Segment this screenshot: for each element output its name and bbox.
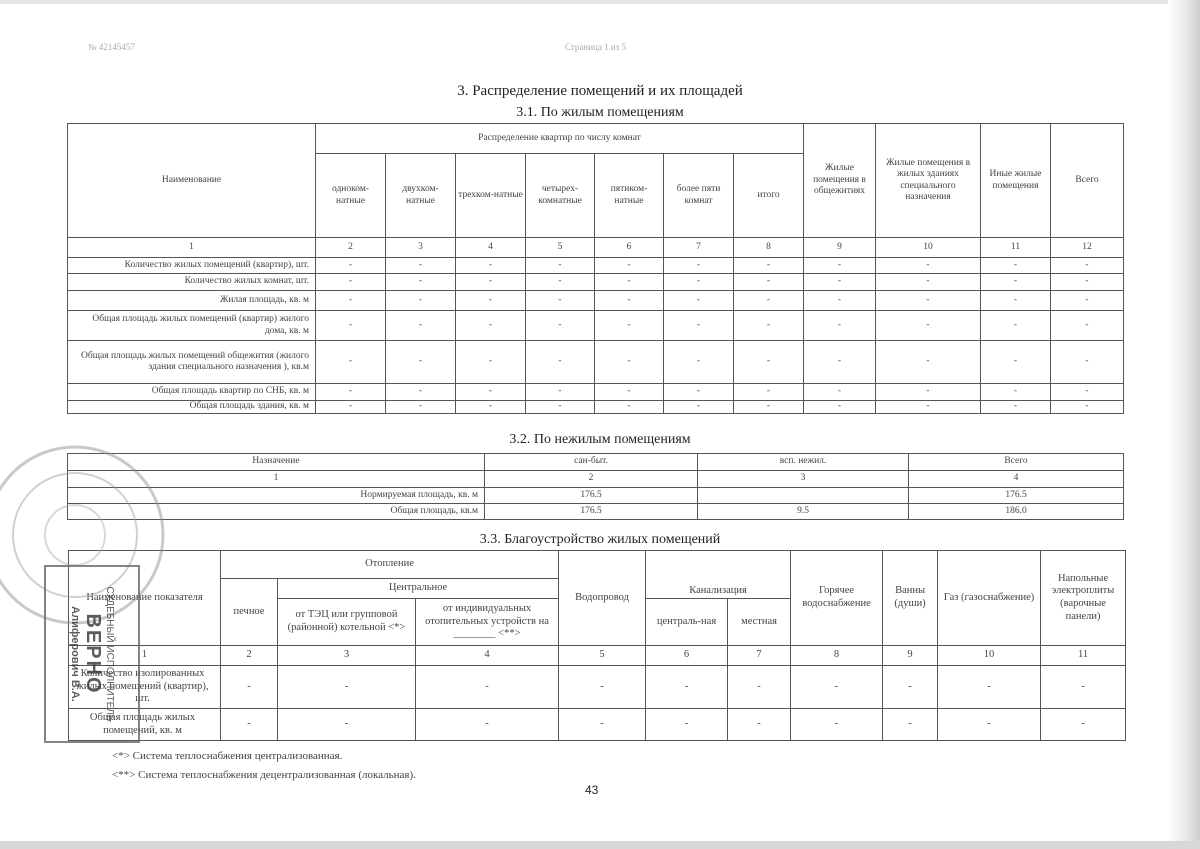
table-cell: - — [316, 274, 386, 291]
table-cell: - — [316, 341, 386, 384]
column-number: 12 — [1051, 238, 1124, 258]
column-number: 11 — [981, 238, 1051, 258]
table-cell: - — [646, 666, 728, 709]
column-number: 4 — [909, 471, 1124, 488]
row-name: Общая площадь жилых помещений, кв. м — [69, 709, 221, 741]
table-row — [68, 258, 1124, 274]
table-row — [68, 341, 1124, 384]
column-number: 2 — [485, 471, 698, 488]
table-row — [68, 488, 1124, 504]
table-cell: 176.5 — [909, 488, 1124, 504]
header-heating: Отопление — [221, 551, 559, 579]
row-name: Общая площадь жилых помещений (квартир) жилого дома, кв. м — [68, 311, 316, 341]
table-cell: - — [664, 311, 734, 341]
column-number: 4 — [416, 646, 559, 666]
table-cell: - — [791, 709, 883, 741]
table-cell: - — [664, 341, 734, 384]
table-cell: - — [791, 666, 883, 709]
table-row — [68, 504, 1124, 520]
table-cell: - — [938, 709, 1041, 741]
table-cell: - — [876, 384, 981, 401]
table-cell: - — [221, 666, 278, 709]
table-cell: - — [456, 291, 526, 311]
table-cell: - — [456, 341, 526, 384]
table-cell: - — [876, 291, 981, 311]
header-sewer-local: местная — [728, 599, 791, 646]
header-water: Водопровод — [559, 551, 646, 646]
table-cell: - — [316, 401, 386, 414]
table-cell: - — [1051, 311, 1124, 341]
column-number: 7 — [728, 646, 791, 666]
table-cell: - — [456, 401, 526, 414]
table-cell: - — [1051, 401, 1124, 414]
table-cell: - — [734, 401, 804, 414]
row-name: Жилая площадь, кв. м — [68, 291, 316, 311]
table-cell: - — [804, 401, 876, 414]
header-name: Наименование — [68, 124, 316, 238]
table-cell: - — [876, 341, 981, 384]
table-cell: - — [664, 274, 734, 291]
s31-title: 3.1. По жилым помещениям — [516, 105, 684, 120]
table-cell: - — [386, 258, 456, 274]
column-number: 2 — [316, 238, 386, 258]
row-name: Общая площадь здания, кв. м — [68, 401, 316, 414]
table-cell: - — [646, 709, 728, 741]
table-cell: - — [595, 258, 664, 274]
table-cell: - — [416, 709, 559, 741]
column-number: 1 — [68, 471, 485, 488]
number-row — [68, 471, 1124, 488]
table-cell: - — [595, 311, 664, 341]
scan-border-top — [0, 0, 1200, 4]
section-title: 3. Распределение помещений и их площадей — [457, 83, 743, 99]
header-rooms-4: четырех-комнатные — [526, 154, 595, 238]
column-number: 8 — [734, 238, 804, 258]
column-number: 6 — [595, 238, 664, 258]
table-cell: - — [734, 258, 804, 274]
header-rooms-1: одноком-натные — [316, 154, 386, 238]
table-cell: - — [728, 709, 791, 741]
scan-border-right — [1168, 0, 1200, 849]
table-cell: - — [386, 311, 456, 341]
table-cell: - — [278, 666, 416, 709]
table-row — [68, 384, 1124, 401]
table-cell: - — [456, 311, 526, 341]
table-row — [68, 311, 1124, 341]
table-row — [68, 401, 1124, 414]
column-number: 3 — [698, 471, 909, 488]
table-row — [68, 274, 1124, 291]
doc-number: № 42145457 — [88, 42, 135, 52]
header-dormitory: Жилые помещения в общежитиях — [804, 124, 876, 238]
page-label: Страница 1 из 5 — [565, 42, 626, 52]
table-cell: - — [278, 709, 416, 741]
column-number: 4 — [456, 238, 526, 258]
header-individual: от индивидуальных отопительных устройств на ________ <**> — [416, 599, 559, 646]
table-cell: - — [734, 384, 804, 401]
amenities-table — [68, 550, 1126, 741]
row-name: Нормируемая площадь, кв. м — [68, 488, 485, 504]
table-cell: - — [734, 274, 804, 291]
row-name: Общая площадь жилых помещений общежития (жилого здания специального назначения ), кв.м — [68, 341, 316, 384]
table-cell: - — [456, 384, 526, 401]
table-cell: - — [526, 384, 595, 401]
header-sewer-central: централь-ная — [646, 599, 728, 646]
table-cell: - — [876, 258, 981, 274]
table-cell: - — [664, 401, 734, 414]
column-header: Назначение — [68, 454, 485, 471]
table-cell: - — [804, 258, 876, 274]
number-row — [69, 646, 1126, 666]
row-name: Количество жилых помещений (квартир), шт. — [68, 258, 316, 274]
header-hotwater: Горячее водоснабжение — [791, 551, 883, 646]
header-rooms-3: трехком-натные — [456, 154, 526, 238]
table-cell: - — [526, 311, 595, 341]
s32-title: 3.2. По нежилым помещениям — [509, 432, 691, 447]
table-row — [68, 291, 1124, 311]
header-other: Иные жилые помещения — [981, 124, 1051, 238]
column-number: 3 — [278, 646, 416, 666]
column-header: всп. нежил. — [698, 454, 909, 471]
column-number: 10 — [938, 646, 1041, 666]
header-tec: от ТЭЦ или групповой (районной) котельной <*> — [278, 599, 416, 646]
column-number: 2 — [221, 646, 278, 666]
table-cell: - — [595, 401, 664, 414]
table-cell: - — [876, 274, 981, 291]
column-number: 1 — [69, 646, 221, 666]
column-number: 10 — [876, 238, 981, 258]
table-cell: - — [1051, 341, 1124, 384]
column-number: 7 — [664, 238, 734, 258]
table-cell: - — [526, 401, 595, 414]
table-cell: - — [804, 274, 876, 291]
nonresidential-table — [67, 453, 1124, 520]
s33-title: 3.3. Благоустройство жилых помещений — [479, 532, 721, 547]
header-stove: печное — [221, 579, 278, 646]
table-cell: 186.0 — [909, 504, 1124, 520]
header-electric-stoves: Напольные электроплиты (варочные панели) — [1041, 551, 1126, 646]
table-cell: - — [876, 401, 981, 414]
header-row — [68, 454, 1124, 471]
row-name: Общая площадь квартир по СНБ, кв. м — [68, 384, 316, 401]
table-cell: - — [595, 291, 664, 311]
stamp-word: ВЕРНО — [82, 613, 104, 695]
header-gas: Газ (газоснабжение) — [938, 551, 1041, 646]
table-cell: - — [981, 311, 1051, 341]
table-cell: - — [981, 341, 1051, 384]
table-cell: - — [734, 341, 804, 384]
table-cell: - — [804, 341, 876, 384]
table-cell: - — [981, 258, 1051, 274]
table-cell — [698, 488, 909, 504]
table-cell: - — [804, 384, 876, 401]
header-total: Всего — [1051, 124, 1124, 238]
table-cell: - — [386, 341, 456, 384]
header-rooms-2: двухком-натные — [386, 154, 456, 238]
table-cell: - — [1051, 291, 1124, 311]
table-cell: 9.5 — [698, 504, 909, 520]
header-indicator: Наименование показателя — [69, 551, 221, 646]
table-cell: - — [526, 258, 595, 274]
table-cell: - — [981, 401, 1051, 414]
table-cell: - — [595, 341, 664, 384]
page-number: 43 — [585, 783, 599, 797]
table-cell: - — [526, 341, 595, 384]
table-cell: - — [938, 666, 1041, 709]
table-cell: - — [416, 666, 559, 709]
table-cell: - — [595, 384, 664, 401]
column-number: 5 — [559, 646, 646, 666]
table-cell: - — [734, 291, 804, 311]
column-header: Всего — [909, 454, 1124, 471]
table-cell: - — [456, 258, 526, 274]
table-cell: - — [316, 258, 386, 274]
table-cell: - — [456, 274, 526, 291]
table-cell: - — [883, 709, 938, 741]
table-cell: - — [1051, 384, 1124, 401]
table-cell: - — [386, 384, 456, 401]
table-cell: - — [981, 384, 1051, 401]
header-rooms-7: итого — [734, 154, 804, 238]
table-cell: - — [804, 291, 876, 311]
table-cell: - — [316, 291, 386, 311]
stamp-name: Алиферович В.А. — [69, 606, 81, 702]
column-header: сан-быт. — [485, 454, 698, 471]
header-central: Центральное — [278, 579, 559, 599]
column-number: 8 — [791, 646, 883, 666]
header-sewer: Канализация — [646, 551, 791, 599]
table-cell: - — [526, 291, 595, 311]
table-cell: - — [595, 274, 664, 291]
table-cell: - — [883, 666, 938, 709]
table-cell: - — [386, 401, 456, 414]
column-number: 1 — [68, 238, 316, 258]
scan-border-bottom — [0, 841, 1200, 849]
column-number: 11 — [1041, 646, 1126, 666]
table-cell: - — [1041, 666, 1126, 709]
table-cell: - — [316, 384, 386, 401]
table-cell: - — [316, 311, 386, 341]
row-name: Общая площадь, кв.м — [68, 504, 485, 520]
table-cell: - — [981, 274, 1051, 291]
residential-table — [67, 123, 1124, 414]
table-cell: - — [386, 274, 456, 291]
row-name: Количество изолированных жилых помещений (квартир), шт. — [69, 666, 221, 709]
verified-stamp — [44, 565, 140, 743]
table-cell: - — [664, 258, 734, 274]
table-cell: - — [664, 384, 734, 401]
column-number: 3 — [386, 238, 456, 258]
table-cell: 176.5 — [485, 504, 698, 520]
table-cell: - — [526, 274, 595, 291]
header-rooms-5: пятиком-натные — [595, 154, 664, 238]
footnote-1: <*> Система теплоснабжения централизованная. — [112, 750, 343, 762]
column-number: 5 — [526, 238, 595, 258]
table-cell: - — [221, 709, 278, 741]
table-cell: 176.5 — [485, 488, 698, 504]
table-cell: - — [981, 291, 1051, 311]
table-cell: - — [559, 709, 646, 741]
table-cell: - — [804, 311, 876, 341]
column-number: 6 — [646, 646, 728, 666]
table-row — [69, 666, 1126, 709]
table-cell: - — [734, 311, 804, 341]
table-cell: - — [728, 666, 791, 709]
table-cell: - — [664, 291, 734, 311]
table-row — [69, 709, 1126, 741]
table-cell: - — [559, 666, 646, 709]
header-bath: Ванны (души) — [883, 551, 938, 646]
stamp-line: СУДЕБНЫЙ ИСПОЛНИТЕЛЬ — [104, 586, 115, 722]
row-name: Количество жилых комнат, шт. — [68, 274, 316, 291]
column-number: 9 — [804, 238, 876, 258]
footnote-2: <**> Система теплоснабжения децентрализованная (локальная). — [112, 769, 416, 781]
column-number: 9 — [883, 646, 938, 666]
header-room-distribution: Распределение квартир по числу комнат — [316, 124, 804, 154]
table-cell: - — [386, 291, 456, 311]
header-rooms-6: более пяти комнат — [664, 154, 734, 238]
table-cell: - — [1051, 258, 1124, 274]
table-cell: - — [876, 311, 981, 341]
header-special: Жилые помещения в жилых зданиях специального назначения — [876, 124, 981, 238]
table-cell: - — [1041, 709, 1126, 741]
table-cell: - — [1051, 274, 1124, 291]
